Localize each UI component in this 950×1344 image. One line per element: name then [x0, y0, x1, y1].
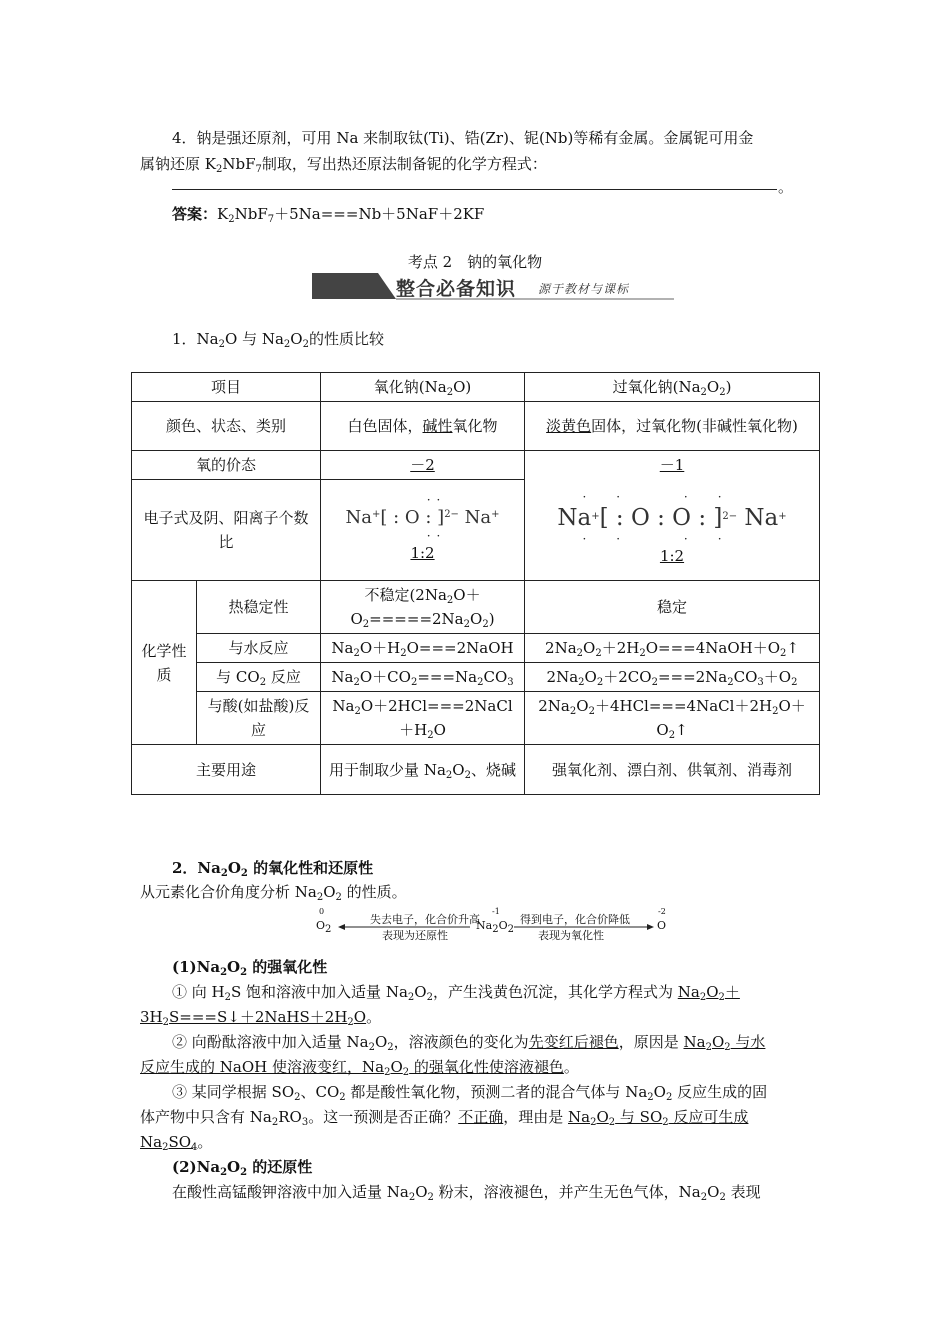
r6-na2o: $Na_2O+CO_2===Na_2CO_3$ [321, 663, 525, 692]
diag-red: 表现为还原性 [382, 929, 448, 942]
s2-intro: 从元素化合价角度分析 $Na_2O_2$ 的性质。 [140, 883, 407, 903]
r8-na2o2: 强氧化剂、漂白剂、供氧剂、消毒剂 [525, 745, 820, 795]
table-row [132, 692, 820, 745]
p1-3-line1: ③ 某同学根据 $SO_2$、$CO_2$ 都是酸性氧化物，预测二者的混合气体与 $Na_2O_2$ 反应生成的固 [172, 1083, 768, 1103]
table-row [132, 373, 820, 402]
r2-na2o2: －1 [525, 451, 820, 480]
diag-ox: 表现为氧化性 [538, 929, 604, 942]
table-row [132, 402, 820, 451]
p1-3-line2: 体产物中只含有 $Na_2RO_3$。这一预测是否正确？不正确，理由是 $Na_2O_2$ 与 $SO_2$ 反应可生成 [140, 1108, 749, 1128]
q4-line2: 属钠还原 $K_2NbF_7$制取，写出热还原法制备铌的化学方程式： [140, 155, 547, 175]
p1-1-line1: ① 向 $H_2S$ 饱和溶液中加入适量 $Na_2O_2$，产生浅黄色沉淀，其化学方程式为 $Na_2O_2+$ [172, 983, 740, 1003]
r5-label: 与水反应 [197, 634, 321, 663]
r2-na2o: －2 [321, 451, 525, 480]
banner-sub: 源于教材与课标 [538, 282, 630, 296]
p1-2-line1: ② 向酚酞溶液中加入适量 $Na_2O_2$，溶液颜色的变化为先变红后褪色，原因是 $Na_2O_2$ 与水 [172, 1033, 766, 1053]
table-row [132, 451, 820, 480]
table-row [132, 634, 820, 663]
valence-diagram [316, 907, 676, 943]
table-row [132, 745, 820, 795]
h-na2o2: 过氧化钠$(Na_2O_2)$ [525, 373, 820, 402]
lone-pair-dots: ·· ·· [582, 489, 752, 504]
p2-text: 在酸性高锰酸钾溶液中加入适量 $Na_2O_2$ 粉末，溶液褪色，并产生无色气体，$Na_2O_2$ 表现 [172, 1183, 761, 1203]
r3-na2o2 [525, 480, 820, 581]
ratio-na2o: 1:2 [410, 544, 435, 562]
r8-label: 主要用途 [132, 745, 321, 795]
h-na2o: 氧化钠$(Na_2O)$ [321, 373, 525, 402]
p1-title: $(1)Na_2O_2$ 的强氧化性 [172, 958, 328, 978]
table-row [132, 480, 820, 581]
r4-label: 热稳定性 [197, 581, 321, 634]
q4-answer: 答案：$K_2NbF_7+5Na===Nb+5NaF+2KF$ [172, 205, 485, 225]
lone-pair-dots: ·· [426, 529, 447, 543]
diag-gain: 得到电子，化合价降低 [520, 913, 630, 926]
s1-title: 1．$Na_2O$ 与 $Na_2O_2$的性质比较 [172, 330, 384, 350]
r2-label: 氧的价态 [132, 451, 321, 480]
p1-1-line2: $3H_2S===S↓+2NaHS+2H_2O$。 [140, 1008, 382, 1028]
r1-na2o2: 淡黄色固体，过氧化物(非碱性氧化物) [525, 402, 820, 451]
r5-na2o2: $2Na_2O_2+2H_2O===4NaOH+O_2↑$ [525, 634, 820, 663]
blank-end: 。 [778, 178, 794, 196]
q4-line1: 4．钠是强还原剂，可用 Na 来制取钛(Ti)、锆(Zr)、铌(Nb)等稀有金属。金属铌可用金 [172, 129, 754, 147]
r6-na2o2: $2Na_2O_2+2CO_2===2Na_2CO_3+O_2$ [525, 663, 820, 692]
diag-o: O [657, 919, 667, 932]
r4-na2o: 不稳定$(2Na_2O+O_2=====2Na_2O_2)$ [321, 581, 525, 634]
comparison-table [131, 372, 820, 795]
r8-na2o: 用于制取少量 $Na_2O_2$、烧碱 [321, 745, 525, 795]
lone-pair-dots: ·· [426, 493, 447, 507]
r1-na2o: 白色固体，碱性氧化物 [321, 402, 525, 451]
o2-valence: 0 [319, 907, 325, 916]
table-row [132, 581, 820, 634]
r4-na2o2: 稳定 [525, 581, 820, 634]
p2-title: $(2)Na_2O_2$ 的还原性 [172, 1158, 313, 1178]
diag-o2: $O_2$ [316, 919, 332, 935]
section-title: 考点 2 钠的氧化物 [407, 253, 543, 271]
ratio-na2o2: 1:2 [659, 546, 685, 565]
lone-pair-dots: ·· ·· [582, 531, 752, 546]
r6-label: 与 $CO_2$ 反应 [197, 663, 321, 692]
s2-title: 2．$Na_2O_2$ 的氧化性和还原性 [172, 859, 374, 879]
answer-blank [172, 189, 777, 190]
h-item: 项目 [132, 373, 321, 402]
o-valence: -2 [658, 907, 666, 916]
diag-lose: 失去电子，化合价升高 [370, 913, 480, 926]
chem-group: 化学性质 [132, 581, 197, 745]
r7-label: 与酸(如盐酸)反应 [197, 692, 321, 745]
section-banner [312, 273, 674, 301]
banner-text: 整合必备知识 [396, 278, 517, 300]
r1-label: 颜色、状态、类别 [132, 402, 321, 451]
table-row [132, 663, 820, 692]
electron-formula-na2o2: Na+[ : O : O : ]$^{2-}$ Na+ [557, 504, 787, 531]
r3-label: 电子式及阴、阳离子个数比 [132, 480, 321, 581]
na2o2-valence: -1 [492, 907, 500, 916]
diag-na2o2: $Na_2O_2$ [476, 919, 514, 935]
r3-na2o [321, 480, 525, 581]
r7-na2o2: $2Na_2O_2+4HCl===4NaCl+2H_2O+O_2↑$ [525, 692, 820, 745]
p1-3-line3: $Na_2SO_4$。 [140, 1133, 213, 1153]
r7-na2o: $Na_2O+2HCl===2NaCl+H_2O$ [321, 692, 525, 745]
r5-na2o: $Na_2O+H_2O===2NaOH$ [321, 634, 525, 663]
p1-2-line2: 反应生成的 NaOH 使溶液变红，$Na_2O_2$ 的强氧化性使溶液褪色。 [140, 1058, 579, 1078]
electron-formula-na2o: Na+[ : O : ]$^{2-}$ Na+ [345, 507, 500, 528]
